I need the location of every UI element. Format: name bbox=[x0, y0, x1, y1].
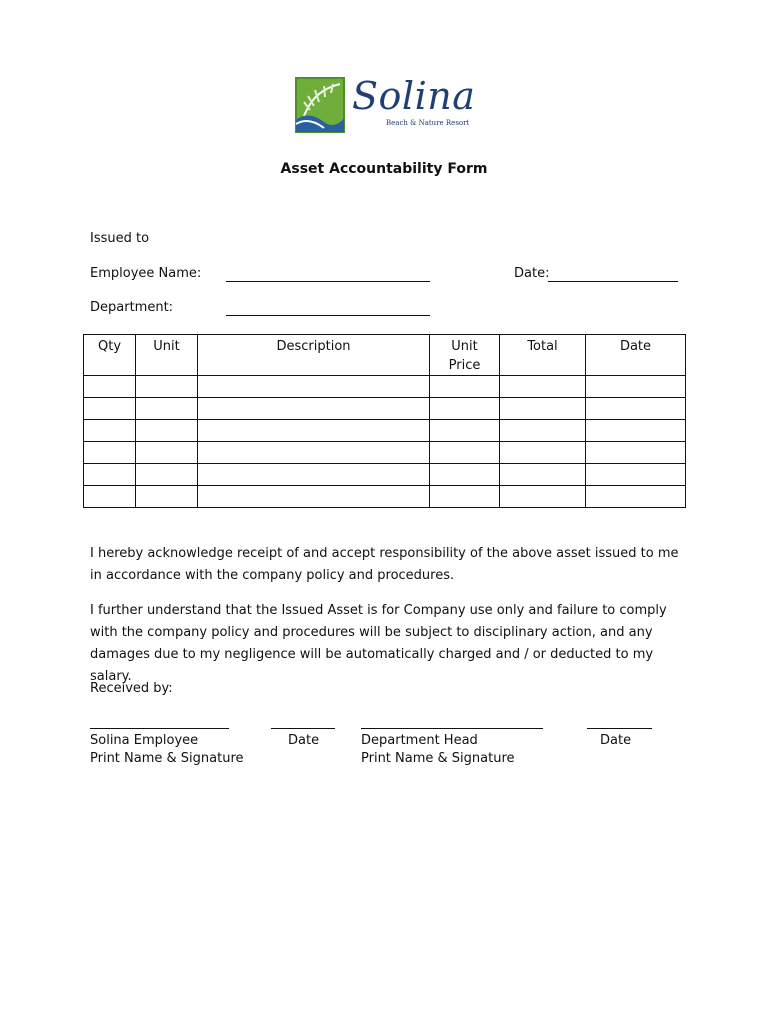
department-field[interactable] bbox=[226, 315, 430, 316]
unit-price-cell[interactable] bbox=[430, 486, 500, 508]
unit-cell[interactable] bbox=[136, 442, 198, 464]
qty-cell[interactable] bbox=[84, 486, 136, 508]
table-row bbox=[84, 398, 686, 420]
palm-wave-logo-icon bbox=[294, 76, 346, 134]
head-date-line[interactable] bbox=[587, 728, 652, 729]
unit-cell[interactable] bbox=[136, 398, 198, 420]
description-cell[interactable] bbox=[198, 420, 430, 442]
table-row bbox=[84, 486, 686, 508]
head-signature-subtitle: Print Name & Signature bbox=[361, 751, 515, 766]
column-header-unit-price: Unit Price bbox=[430, 335, 500, 376]
issued-to-label: Issued to bbox=[90, 231, 150, 246]
acknowledgement-paragraph: I hereby acknowledge receipt of and accept responsibility of the above asset issued to me in accordance with the company policy and procedures. bbox=[90, 546, 679, 583]
logo-wordmark: Solina bbox=[352, 74, 476, 118]
date-field[interactable] bbox=[548, 281, 678, 282]
total-cell[interactable] bbox=[500, 420, 586, 442]
description-cell[interactable] bbox=[198, 376, 430, 398]
table-header-row bbox=[84, 335, 686, 376]
column-header-qty: Qty bbox=[84, 335, 136, 376]
qty-cell[interactable] bbox=[84, 464, 136, 486]
asset-table bbox=[83, 334, 686, 508]
total-cell[interactable] bbox=[500, 398, 586, 420]
column-header-unit: Unit bbox=[136, 335, 198, 376]
company-logo bbox=[294, 74, 474, 140]
qty-cell[interactable] bbox=[84, 376, 136, 398]
total-cell[interactable] bbox=[500, 442, 586, 464]
department-label: Department: bbox=[90, 300, 174, 315]
column-header-date: Date bbox=[586, 335, 686, 376]
column-header-total: Total bbox=[500, 335, 586, 376]
unit-cell[interactable] bbox=[136, 376, 198, 398]
unit-cell[interactable] bbox=[136, 486, 198, 508]
total-cell[interactable] bbox=[500, 464, 586, 486]
date-cell[interactable] bbox=[586, 486, 686, 508]
employee-date-line[interactable] bbox=[271, 728, 335, 729]
qty-cell[interactable] bbox=[84, 420, 136, 442]
form-title: Asset Accountability Form bbox=[280, 161, 488, 177]
unit-cell[interactable] bbox=[136, 420, 198, 442]
description-cell[interactable] bbox=[198, 486, 430, 508]
date-cell[interactable] bbox=[586, 442, 686, 464]
employee-signature-line[interactable] bbox=[90, 728, 229, 729]
qty-cell[interactable] bbox=[84, 442, 136, 464]
head-signature-line[interactable] bbox=[361, 728, 543, 729]
employee-signature-title: Solina Employee bbox=[90, 733, 199, 748]
total-cell[interactable] bbox=[500, 376, 586, 398]
date-cell[interactable] bbox=[586, 420, 686, 442]
table-row bbox=[84, 376, 686, 398]
table-row bbox=[84, 442, 686, 464]
head-date-label: Date bbox=[600, 733, 632, 748]
date-label: Date: bbox=[514, 266, 550, 281]
date-cell[interactable] bbox=[586, 398, 686, 420]
received-by-label: Received by: bbox=[90, 681, 173, 696]
table-row bbox=[84, 464, 686, 486]
description-cell[interactable] bbox=[198, 442, 430, 464]
head-signature-title: Department Head bbox=[361, 733, 478, 748]
qty-cell[interactable] bbox=[84, 398, 136, 420]
description-cell[interactable] bbox=[198, 398, 430, 420]
unit-price-cell[interactable] bbox=[430, 376, 500, 398]
unit-cell[interactable] bbox=[136, 464, 198, 486]
responsibility-paragraph: I further understand that the Issued Asset is for Company use only and failure to comply with the company policy and procedures will be subject to disciplinary action, and any damages due to my negligence will be automatically charged and / or deducted to my salary. bbox=[90, 603, 667, 684]
unit-price-cell[interactable] bbox=[430, 420, 500, 442]
date-cell[interactable] bbox=[586, 376, 686, 398]
description-cell[interactable] bbox=[198, 464, 430, 486]
unit-price-cell[interactable] bbox=[430, 464, 500, 486]
unit-price-cell[interactable] bbox=[430, 398, 500, 420]
date-cell[interactable] bbox=[586, 464, 686, 486]
logo-tagline: Beach & Nature Resort bbox=[386, 119, 470, 127]
table-row bbox=[84, 420, 686, 442]
unit-price-cell[interactable] bbox=[430, 442, 500, 464]
employee-signature-subtitle: Print Name & Signature bbox=[90, 751, 244, 766]
employee-name-field[interactable] bbox=[226, 281, 430, 282]
column-header-description: Description bbox=[198, 335, 430, 376]
employee-date-label: Date bbox=[288, 733, 320, 748]
total-cell[interactable] bbox=[500, 486, 586, 508]
employee-name-label: Employee Name: bbox=[90, 266, 202, 281]
